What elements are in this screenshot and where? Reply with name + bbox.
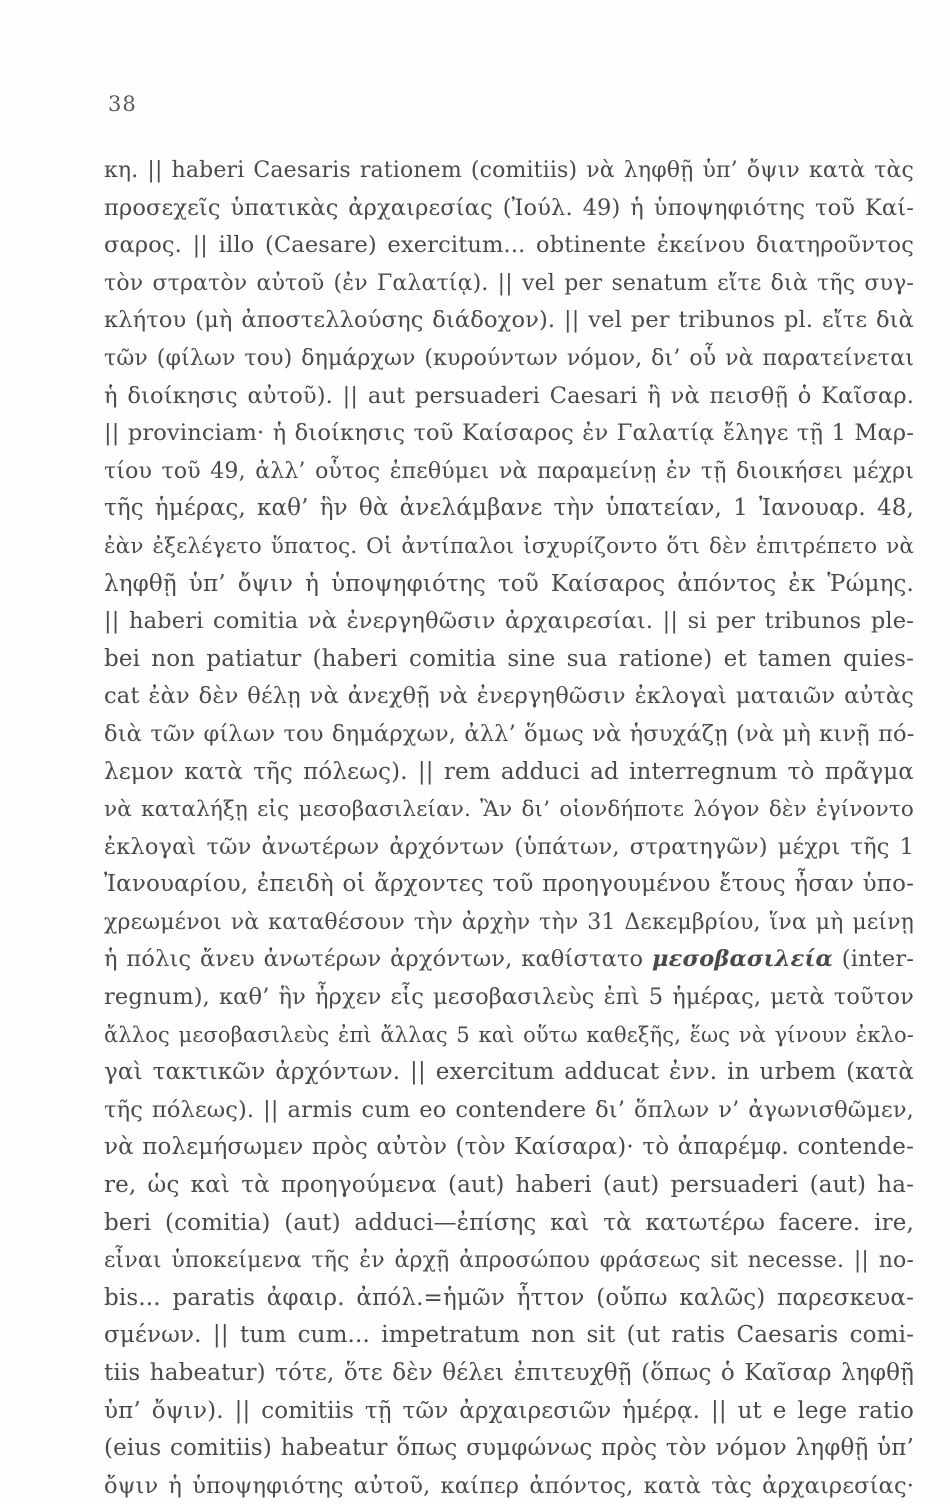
text-line: (eius comitiis) habeatur ὅπως συμφώνως πρὸς τὸν νόμον ληφθῇ ὑπ’ xyxy=(104,1435,914,1462)
text-line: γαὶ τακτικῶν ἀρχόντων. || exercitum adducat ἐνν. in urbem (κατὰ xyxy=(104,1059,914,1086)
text-line: ὑπ’ ὄψιν). || comitiis τῇ τῶν ἀρχαιρεσιῶν ἡμέρᾳ. || ut e lege ratio xyxy=(104,1397,914,1424)
text-line: τῆς πόλεως). || armis cum eo contendere δι’ ὅπλων ν’ ἀγωνισθῶμεν, xyxy=(104,1096,914,1123)
text-line: νὰ πολεμήσωμεν πρὸς αὐτὸν (τὸν Καίσαρα)· τὸ ἀπαρέμφ. contende- xyxy=(104,1134,914,1161)
text-line: κη. || haberi Caesaris rationem (comitiis) νὰ ληφθῇ ὑπ’ ὄψιν κατὰ τὰς xyxy=(104,158,914,183)
text-line: εἶναι ὑποκείμενα τῆς ἐν ἀρχῇ ἀπροσώπου φράσεως sit necesse. || no- xyxy=(104,1248,914,1274)
text-line: Ἰανουαρίου, ἐπειδὴ οἱ ἄρχοντες τοῦ προηγουμένου ἔτους ἦσαν ὑπο- xyxy=(104,871,914,898)
text-line: bis... paratis ἀφαιρ. ἀπόλ.=ἡμῶν ἧττον (οὔπω καλῶς) παρεσκευα- xyxy=(104,1284,914,1311)
line-segment: ἡ πόλις ἄνευ ἀνωτέρων ἀρχόντων, καθίστατο xyxy=(104,946,644,973)
text-line: τὸν στρατὸν αὐτοῦ (ἐν Γαλατίᾳ). || vel per senatum εἴτε διὰ τῆς συγ- xyxy=(104,270,914,296)
commentary-text xyxy=(104,152,914,1505)
text-line: || haberi comitia νὰ ἐνεργηθῶσιν ἀρχαιρεσίαι. || si per tribunos ple- xyxy=(104,608,914,635)
text-line: ἐὰν ἐξελέγετο ὕπατος. Οἱ ἀντίπαλοι ἰσχυρίζοντο ὅτι δὲν ἐπιτρέπετο νὰ xyxy=(104,533,914,559)
page-number: 38 xyxy=(108,92,137,116)
text-line: ἐκλογαὶ τῶν ἀνωτέρων ἀρχόντων (ὑπάτων, στρατηγῶν) μέχρι τῆς 1 xyxy=(104,833,914,860)
text-line: τίου τοῦ 49, ἀλλ’ οὗτος ἐπεθύμει νὰ παραμείνῃ ἐν τῇ διοικήσει μέχρι xyxy=(104,458,914,484)
highlighted-term: μεσοβασιλεία xyxy=(652,946,833,973)
text-line: || provinciam· ἡ διοίκησις τοῦ Καίσαρος ἐν Γαλατίᾳ ἔληγε τῇ 1 Μαρ- xyxy=(104,420,914,447)
text-line: regnum), καθ’ ἣν ἦρχεν εἷς μεσοβασιλεὺς ἐπὶ 5 ἡμέρας, μετὰ τοῦτον xyxy=(104,984,914,1011)
text-line-with-term xyxy=(104,941,914,979)
text-line: χρεωμένοι νὰ καταθέσουν τὴν ἀρχὴν τὴν 31 Δεκεμβρίου, ἵνα μὴ μείνῃ xyxy=(104,909,914,935)
text-line: ὄψιν ἡ ὑποψηφιότης αὐτοῦ, καίπερ ἀπόντος, κατὰ τὰς ἀρχαιρεσίας· xyxy=(104,1472,914,1499)
text-line: σαρος. || illo (Caesare) exercitum... obtinente ἐκείνου διατηροῦντος xyxy=(104,232,914,259)
text-line: διὰ τῶν φίλων του δημάρχων, ἀλλ’ ὅμως νὰ ἡσυχάζῃ (νὰ μὴ κινῇ πό- xyxy=(104,720,915,747)
text-line: ληφθῇ ὑπ’ ὄψιν ἡ ὑποψηφιότης τοῦ Καίσαρος ἀπόντος ἐκ Ῥώμης. xyxy=(104,570,914,597)
text-line: τῶν (φίλων του) δημάρχων (κυρούντων νόμον, δι’ οὗ νὰ παρατείνεται xyxy=(104,345,914,371)
text-line: λεμον κατὰ τῆς πόλεως). || rem adduci ad interregnum τὸ πρᾶγμα xyxy=(104,758,914,785)
text-line: cat ἐὰν δὲν θέλῃ νὰ ἀνεχθῇ νὰ ἐνεργηθῶσιν ἐκλογαὶ ματαιῶν αὐτὰς xyxy=(104,683,914,710)
text-line: ἄλλος μεσοβασιλεὺς ἐπὶ ἄλλας 5 καὶ οὕτω καθεξῆς, ἕως νὰ γίνουν ἐκλο- xyxy=(104,1022,914,1047)
line-segment: (inter- xyxy=(841,946,914,973)
text-line: προσεχεῖς ὑπατικὰς ἀρχαιρεσίας (Ἰούλ. 49) ἡ ὑποψηφιότης τοῦ Καί- xyxy=(104,194,914,221)
text-line: τῆς ἡμέρας, καθ’ ἣν θὰ ἀνελάμβανε τὴν ὑπατείαν, 1 Ἰανουαρ. 48, xyxy=(104,495,914,522)
text-line: κλήτου (μὴ ἀποστελλούσης διάδοχον). || vel per tribunos pl. εἴτε διὰ xyxy=(104,307,914,334)
text-line: tiis habeatur) τότε, ὅτε δὲν θέλει ἐπιτευχθῇ (ὅπως ὁ Καῖσαρ ληφθῇ xyxy=(104,1360,914,1386)
text-line: νὰ καταλήξῃ εἰς μεσοβασιλείαν. Ἂν δι’ οἱονδήποτε λόγον δὲν ἐγίνοντο xyxy=(104,797,914,823)
text-line: re, ὡς καὶ τὰ προηγούμενα (aut) haberi (aut) persuaderi (aut) ha- xyxy=(104,1172,914,1199)
text-line: ἡ διοίκησις αὐτοῦ). || aut persuaderi Caesari ἢ νὰ πεισθῇ ὁ Καῖσαρ. xyxy=(104,382,914,409)
text-line: beri (comitia) (aut) adduci—ἐπίσης καὶ τὰ κατωτέρω facere. ire, xyxy=(104,1209,914,1236)
text-line: bei non patiatur (haberi comitia sine sua ratione) et tamen quies- xyxy=(104,645,914,672)
text-line: σμένων. || tum cum... impetratum non sit (ut ratis Caesaris comi- xyxy=(104,1322,914,1349)
